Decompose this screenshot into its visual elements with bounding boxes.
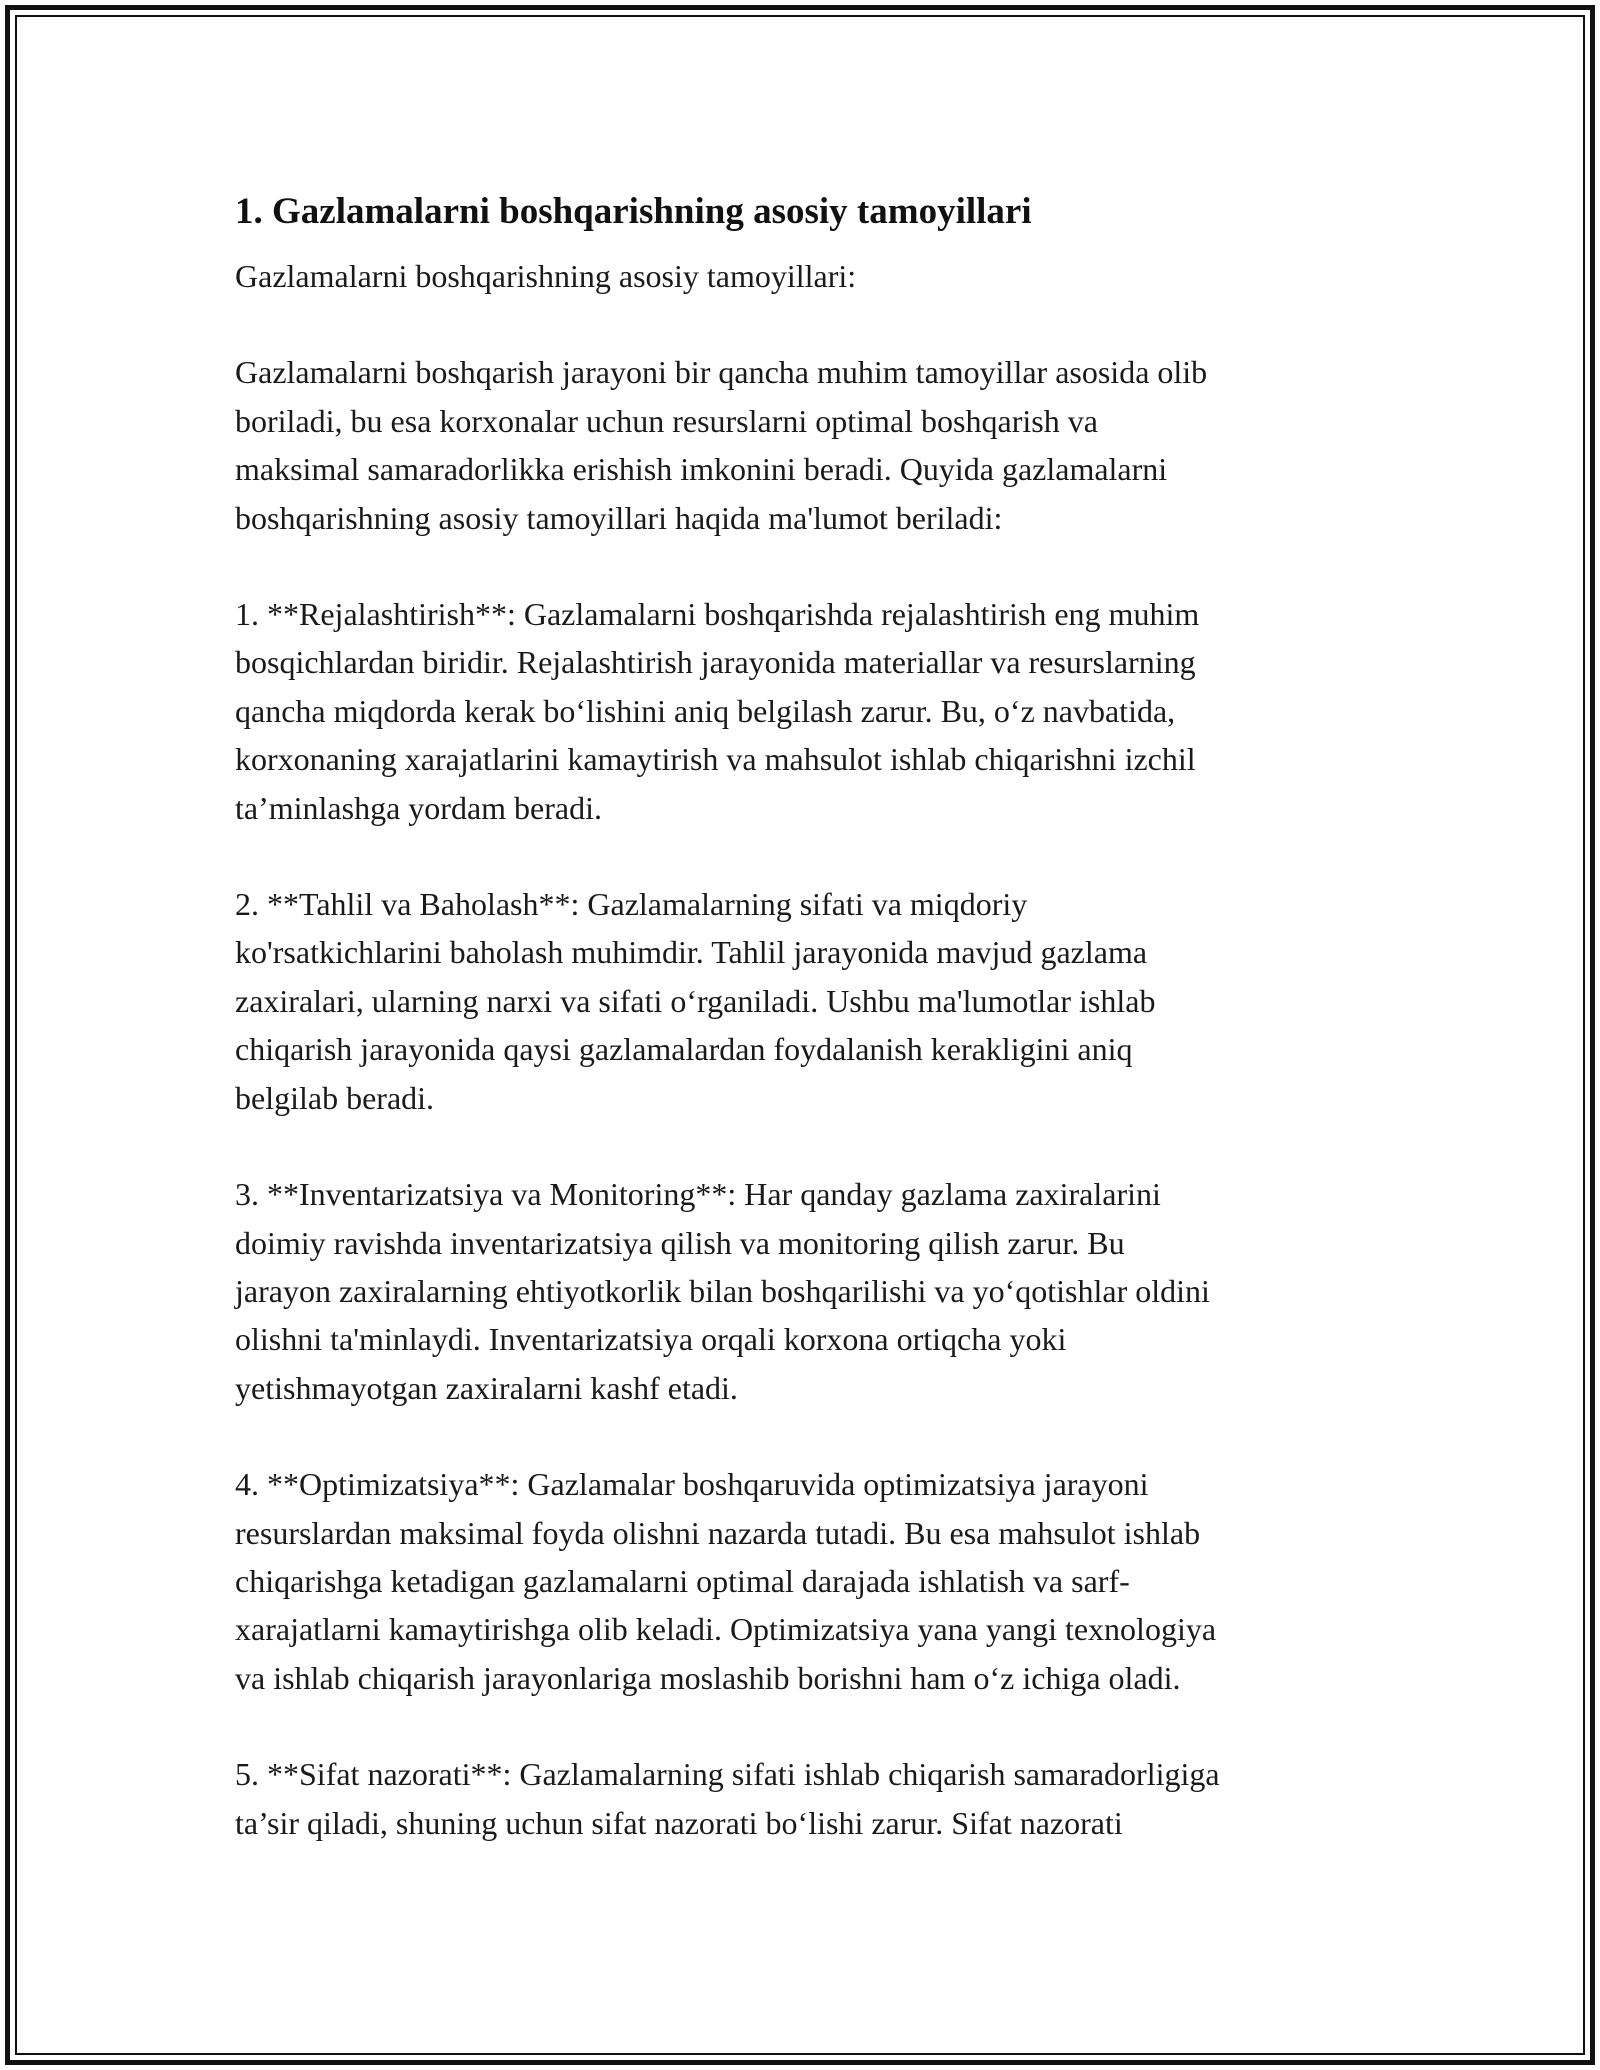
paragraph-overview: Gazlamalarni boshqarish jarayoni bir qancha muhim tamoyillar asosida olib boriladi, bu esa korxonalar uchun resurslarni optimal boshqarish va maksimal samaradorlikka erishish imkonini beradi. Quyida gazlamalarni boshqarishning asosiy tamoyillari haqida ma'lumot beriladi: [235,354,1208,536]
paragraph-tahlil-baholash: 2. **Tahlil va Baholash**: Gazlamalarning sifati va miqdoriy ko'rsatkichlarini baholash muhimdir. Tahlil jarayonida mavjud gazlama zaxiralari, ularning narxi va sifati oʻrganiladi. Ushbu ma'lumotlar ishlab chiqarish jarayonida qaysi gazlamalardan foydalanish kerakligini aniq belgilab beradi. [235,886,1156,1116]
paragraph-inventarizatsiya: 3. **Inventarizatsiya va Monitoring**: Har qanday gazlama zaxiralarini doimiy ravishda inventarizatsiya qilish va monitoring qilish zarur. Bu jarayon zaxiralarning ehtiyotkorlik bilan boshqarilishi va yoʻqotishlar oldini olishni ta'minlaydi. Inventarizatsiya orqali korxona ortiqcha yoki yetishmayotgan zaxiralarni kashf etadi. [235,1176,1210,1406]
paragraph-rejalashtirish: 1. **Rejalashtirish**: Gazlamalarni boshqarishda rejalashtirish eng muhim bosqichlardan biridir. Rejalashtirish jarayonida materiallar va resurslarning qancha miqdorda kerak boʻlishini aniq belgilash zarur. Bu, oʻz navbatida, korxonaning xarajatlarini kamaytirish va mahsulot ishlab chiqarishni izchil ta’minlashga yordam beradi. [235,596,1200,826]
paragraph-optimizatsiya: 4. **Optimizatsiya**: Gazlamalar boshqaruvida optimizatsiya jarayoni resurslardan maksimal foyda olishni nazarda tutadi. Bu esa mahsulot ishlab chiqarishga ketadigan gazlamalarni optimal darajada ishlatish va sarf- xarajatlarni kamaytirishga olib keladi. Optimizatsiya yana yangi texnologiya va ishlab chiqarish jarayonlariga moslashib borishni ham oʻz ichiga oladi. [235,1466,1217,1696]
intro-paragraph: Gazlamalarni boshqarishning asosiy tamoyillari: [235,258,857,294]
document-body [235,188,1370,1847]
paragraph-sifat-nazorati: 5. **Sifat nazorati**: Gazlamalarning sifati ishlab chiqarish samaradorligiga ta’sir qiladi, shuning uchun sifat nazorati boʻlishi zarur. Sifat nazorati [235,1756,1220,1841]
document-title: 1. Gazlamalarni boshqarishning asosiy tamoyillari [235,191,1032,232]
